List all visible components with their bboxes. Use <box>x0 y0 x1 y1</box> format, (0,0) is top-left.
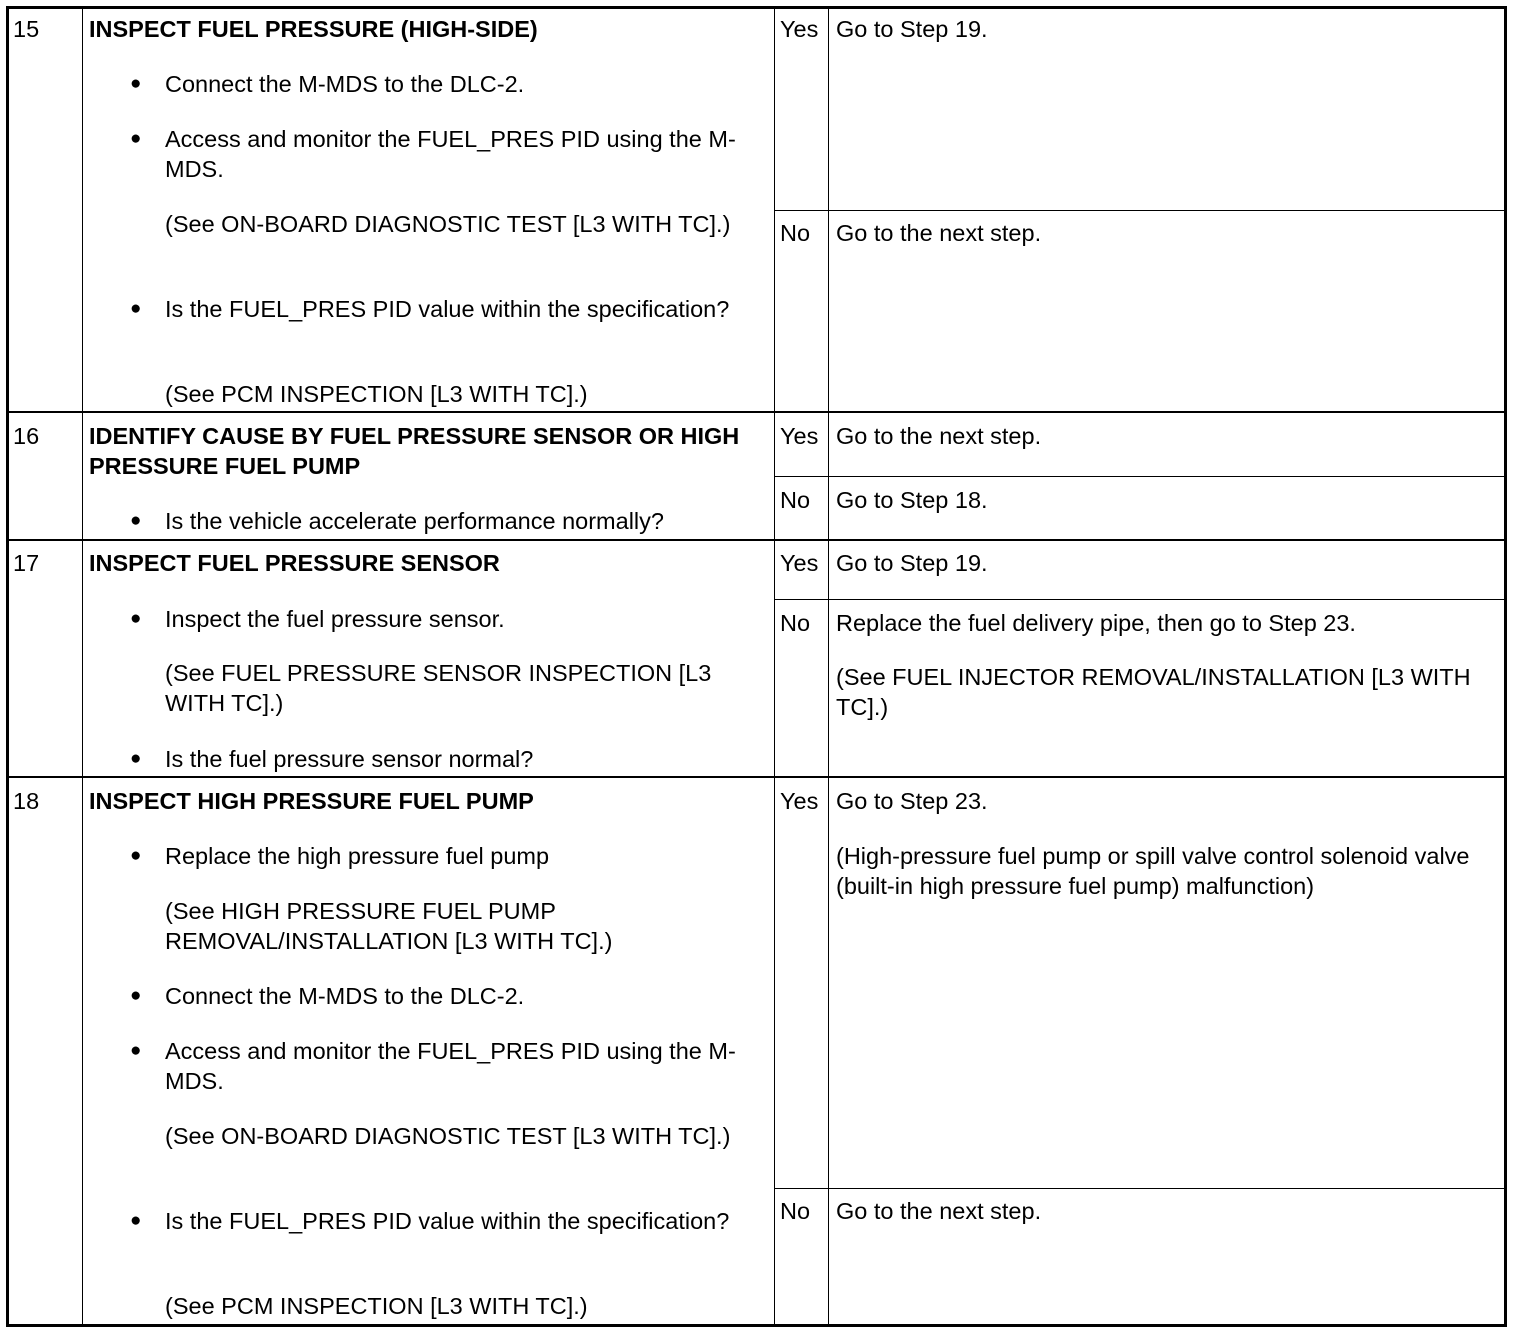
bullet-item: ● Access and monitor the FUEL_PRES PID using the M-MDS. <box>165 124 765 184</box>
row-divider <box>9 411 1504 413</box>
yes-label: Yes <box>780 16 819 42</box>
bullet-item: ● Is the FUEL_PRES PID value within the specification? <box>165 294 765 324</box>
yes-no-divider <box>774 599 1504 600</box>
reference-note: (See ON-BOARD DIAGNOSTIC TEST [L3 WITH TC].) <box>165 211 731 237</box>
troubleshooting-table <box>6 6 1507 1327</box>
yes-label: Yes <box>780 788 819 814</box>
reference-note: (See PCM INSPECTION [L3 WITH TC].) <box>165 1293 588 1319</box>
step-title: INSPECT FUEL PRESSURE SENSOR <box>89 550 500 576</box>
step-number: 16 <box>13 423 40 449</box>
column-divider <box>774 9 775 1324</box>
reference-note: (See HIGH PRESSURE FUEL PUMP REMOVAL/INSTALLATION [L3 WITH TC].) <box>165 898 613 954</box>
yes-action: Go to the next step. <box>836 423 1042 449</box>
no-action-note: (See FUEL INJECTOR REMOVAL/INSTALLATION [L3 WITH TC].) <box>836 664 1471 720</box>
bullet-item: ● Access and monitor the FUEL_PRES PID using the M-MDS. <box>165 1036 765 1096</box>
step-number: 17 <box>13 550 40 576</box>
yes-action: Go to Step 19. <box>836 16 988 42</box>
yes-action: Go to Step 19. <box>836 550 988 576</box>
yes-no-divider <box>774 210 1504 211</box>
step-number: 18 <box>13 788 40 814</box>
yes-no-divider <box>774 476 1504 477</box>
yes-label: Yes <box>780 550 819 576</box>
reference-note: (See FUEL PRESSURE SENSOR INSPECTION [L3 WITH TC].) <box>165 660 712 716</box>
bullet-item: ● Connect the M-MDS to the DLC-2. <box>165 981 765 1011</box>
no-label: No <box>780 487 811 513</box>
no-label: No <box>780 1198 811 1224</box>
no-label: No <box>780 220 811 246</box>
reference-note: (See ON-BOARD DIAGNOSTIC TEST [L3 WITH TC].) <box>165 1123 731 1149</box>
yes-action: Go to Step 23. <box>836 788 988 814</box>
step-title: INSPECT HIGH PRESSURE FUEL PUMP <box>89 788 534 814</box>
bullet-item: ● Is the fuel pressure sensor normal? <box>165 744 765 774</box>
step-number: 15 <box>13 16 40 42</box>
bullet-item: ● Inspect the fuel pressure sensor. <box>165 604 765 634</box>
bullet-item: ● Is the FUEL_PRES PID value within the specification? <box>165 1206 765 1236</box>
no-action: Go to Step 18. <box>836 487 988 513</box>
no-label: No <box>780 610 811 636</box>
bullet-item: ● Replace the high pressure fuel pump <box>165 841 765 871</box>
row-divider <box>9 539 1504 541</box>
step-title: IDENTIFY CAUSE BY FUEL PRESSURE SENSOR OR HIGH PRESSURE FUEL PUMP <box>89 423 740 479</box>
bullet-item: ● Connect the M-MDS to the DLC-2. <box>165 69 765 99</box>
yes-label: Yes <box>780 423 819 449</box>
bullet-item: ● Is the vehicle accelerate performance normally? <box>165 506 765 536</box>
yes-no-divider <box>774 1188 1504 1189</box>
column-divider <box>82 9 83 1324</box>
row-divider <box>9 776 1504 778</box>
yes-action-note: (High-pressure fuel pump or spill valve control solenoid valve (built-in high pressure fuel pump) malfunction) <box>836 843 1470 899</box>
step-title: INSPECT FUEL PRESSURE (HIGH-SIDE) <box>89 16 538 42</box>
no-action: Replace the fuel delivery pipe, then go to Step 23. <box>836 610 1356 636</box>
no-action: Go to the next step. <box>836 220 1042 246</box>
reference-note: (See PCM INSPECTION [L3 WITH TC].) <box>165 381 588 407</box>
no-action: Go to the next step. <box>836 1198 1042 1224</box>
column-divider <box>828 9 829 1324</box>
